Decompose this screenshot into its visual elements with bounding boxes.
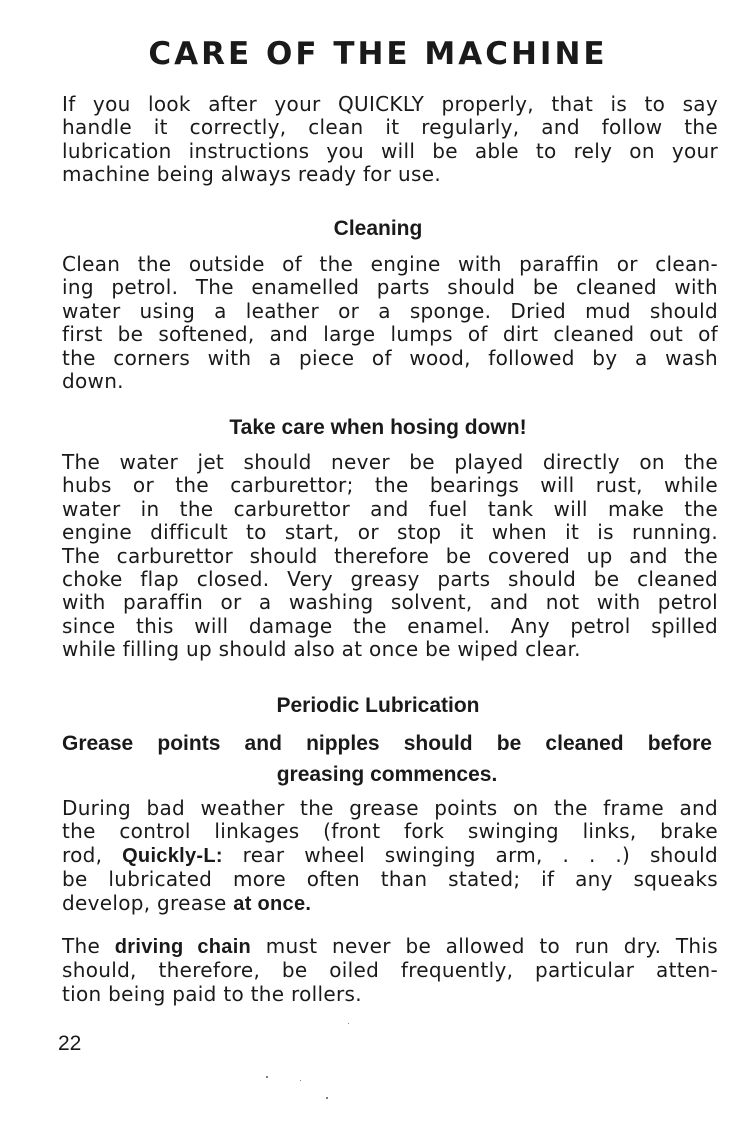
chain-paragraph (62, 935, 718, 1006)
text-line (62, 935, 718, 959)
text-line: During bad weather the grease points on the frame and (62, 796, 718, 820)
text-line: first be softened, and large lumps of dirt cleaned out of (62, 322, 718, 347)
hosing-paragraph (62, 451, 718, 662)
text-line: water in the carburettor and fuel tank will make the (62, 496, 718, 521)
text-line: ing petrol. The enamelled parts should be cleaned with (62, 275, 718, 300)
weather-paragraph (62, 797, 718, 916)
cleaning-paragraph (62, 253, 718, 393)
text-fragment: rod, (62, 842, 123, 867)
text-line (62, 844, 718, 868)
text-line: with paraffin or a washing solvent, and not with petrol (62, 590, 718, 615)
text-line: choke flap closed. Very greasy parts should be cleaned (62, 567, 718, 592)
page-title: CARE OF THE MACHINE (148, 36, 608, 72)
text-line: Clean the outside of the engine with paraffin or clean- (62, 252, 718, 276)
intro-paragraph (62, 93, 718, 187)
text-line: should, therefore, be oiled frequently, particular atten- (62, 958, 718, 983)
grease-subheading-line: Grease points and nipples should be cleaned before (62, 732, 712, 755)
grease-subheading (62, 728, 712, 790)
text-line: The water jet should never be played directly on the (62, 450, 718, 474)
driving-chain-bold: driving chain (114, 936, 252, 958)
emphasis-bold: at once. (233, 892, 312, 915)
text-line: engine difficult to start, or stop it when it is running. (62, 520, 718, 545)
text-fragment: must never be allowed to run dry. This (251, 934, 718, 958)
cleaning-heading: Cleaning (333, 217, 423, 240)
hosing-heading: Take care when hosing down! (229, 416, 527, 439)
scan-speck (266, 1076, 268, 1078)
text-line: the corners with a piece of wood, followed by a wash (62, 345, 718, 370)
text-line: If you look after your QUICKLY properly, that is to say (62, 92, 718, 116)
lubrication-heading: Periodic Lubrication (276, 694, 480, 717)
text-line (62, 892, 718, 916)
scan-speck (300, 1080, 301, 1081)
text-line: tion being paid to the rollers. (62, 981, 362, 1006)
scan-speck (326, 1097, 328, 1099)
scan-speck (348, 1023, 349, 1024)
text-line: since this will damage the enamel. Any petrol spilled (62, 613, 718, 638)
text-line: hubs or the carburettor; the bearings will rust, while (62, 473, 718, 498)
text-line: be lubricated more often than stated; if any squeaks (62, 867, 718, 892)
text-fragment: The (62, 934, 115, 958)
text-line: The carburettor should therefore be covered up and the (62, 543, 718, 568)
text-line: down. (62, 369, 124, 394)
model-name-bold: Quickly-L: (122, 844, 223, 867)
text-fragment: rear wheel swinging arm, . . .) should (222, 842, 719, 867)
text-fragment: develop, grease (62, 890, 234, 915)
grease-subheading-line: greasing commences. (276, 763, 498, 786)
text-line: machine being always ready for use. (62, 162, 441, 187)
text-line: water using a leather or a sponge. Dried mud should (62, 298, 718, 323)
text-line: lubrication instructions you will be able to rely on your (62, 138, 718, 163)
text-line: while filling up should also at once be wiped clear. (62, 637, 581, 662)
text-line: handle it correctly, clean it regularly, and follow the (62, 115, 718, 140)
text-line: the control linkages (front fork swinging links, brake (62, 819, 718, 844)
page-number: 22 (58, 1032, 82, 1055)
